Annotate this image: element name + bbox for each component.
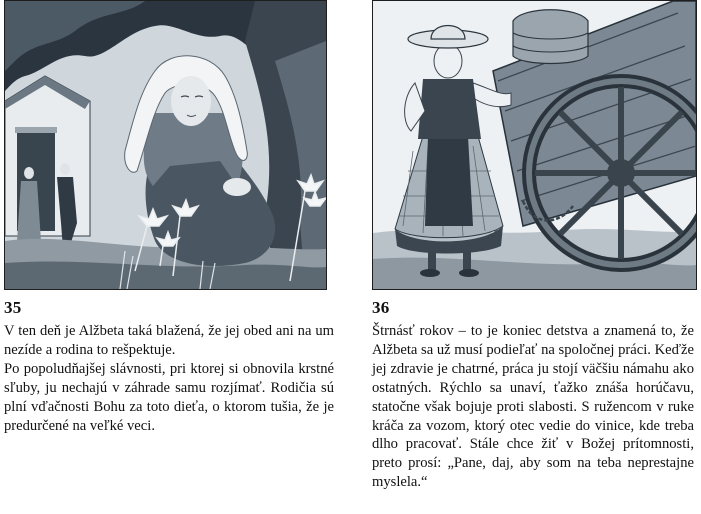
panel-caption: [4, 322, 334, 435]
panel-caption: [372, 322, 694, 492]
panel-number: 36: [372, 298, 390, 317]
panel-number: 35: [4, 298, 22, 317]
caption-paragraph: Štrnásť rokov – to je koniec detstva a znamená to, že Alžbeta sa už musí podieľať na spoločnej práci. Keďže jej zdravie je chatrné, práca ju stojí väčšiu námahu ako ostatných. Rýchlo sa unaví, ťažko znáša horúčavu, statočne však bojuje proti slabosti. S ružencom v ruke kráča za vozom, ktorý otec vedie do vinice, kde treba dlho pracovať. Stále chce žiť v Božej prítomnosti, preto prosí: „Pane, daj, aby som na teba neprestajne myslela.“: [372, 323, 694, 491]
caption-paragraph: Po popoludňajšej slávnosti, pri ktorej si obnovila krstné sľuby, ju nechajú v záhrade samu rozjímať. Rodičia sú plní vďačnosti Bohu za toto dieťa, o ktorom tušia, že je predurčené na veľké veci.: [4, 360, 334, 434]
caption-paragraph: V ten deň je Alžbeta taká blažená, že jej obed ani na um nezíde a rodina to rešpektuje.: [4, 323, 334, 358]
illustration-girl-with-wagon: [372, 0, 697, 290]
illustration-praying-girl-garden: [4, 0, 327, 290]
